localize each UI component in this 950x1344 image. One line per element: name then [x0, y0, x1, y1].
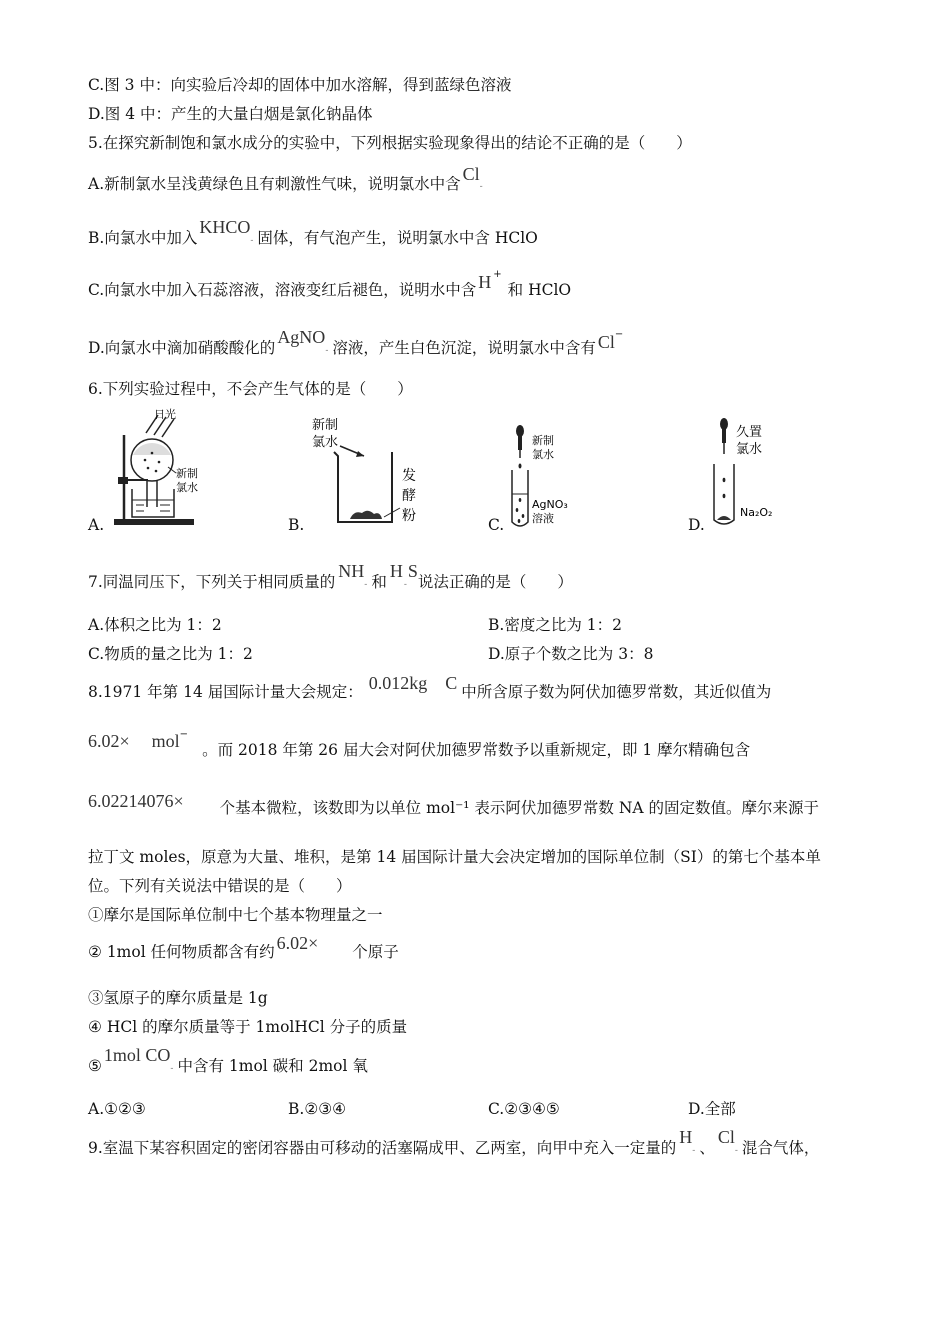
q8-s2-formula: 6.02×: [276, 933, 319, 953]
q6-figure-d: [708, 416, 798, 532]
q5-a-text: A.新制氯水呈浅黄绿色且有刺激性气味，说明氯水中含: [88, 175, 461, 193]
q5-b-formula: KHCO: [199, 217, 251, 237]
q7-formula-s: S: [407, 561, 418, 581]
q6-b-label-5: 粉: [402, 508, 416, 524]
q8-statement-1: ①摩尔是国际单位制中七个基本物理量之一: [88, 906, 383, 924]
q9-text: 9.室温下某容积固定的密闭容器由可移动的活塞隔成甲、乙两室，向甲中充入一定量的: [88, 1139, 677, 1157]
q7-stem-text: 7.同温同压下，下列关于相同质量的: [88, 573, 336, 591]
q8-s5-formula: 1mol CO: [103, 1045, 171, 1065]
q8-statement-3: ③氢原子的摩尔质量是 1g: [88, 989, 268, 1007]
q8-stem-line4: 拉丁文 moles，原意为大量、堆积，是第 14 届国际计量大会决定增加的国际单位制（SI）的第七个基本单: [88, 848, 821, 866]
q6-c-label-2: 氯水: [532, 448, 554, 461]
q8-s5-text: 中含有 1mol 碳和 2mol 氧: [177, 1057, 368, 1075]
q6-c-label-3: AgNO₃: [532, 498, 568, 511]
q6-stem: 6.下列实验过程中，不会产生气体的是（ ）: [88, 380, 413, 398]
q8-text3: 。而 2018 年第 26 届大会对阿伏加德罗常数予以重新规定，即 1 摩尔精确包含: [202, 741, 751, 760]
q8-stem-line1: [88, 673, 772, 703]
q7-stem-text2: 说法正确的是（ ）: [417, 573, 573, 591]
q7-option-b: B.密度之比为 1：2: [488, 616, 622, 634]
q5-d-formula1: AgNO: [277, 327, 326, 348]
q6-a-label-sunlight: 日光: [154, 408, 176, 421]
q8-stem-line2: [88, 729, 751, 761]
q6-a-label-1: 新制: [176, 467, 198, 480]
q7-option-a: A.体积之比为 1：2: [88, 616, 222, 634]
q9-sep: 、: [699, 1139, 715, 1157]
q6-c-label-1: 新制: [532, 434, 554, 447]
q8-formula-c: C: [445, 673, 458, 693]
q9-sub1: -: [692, 1146, 696, 1156]
q8-option-b: B.②③④: [288, 1100, 347, 1118]
q8-s2-text: ② 1mol 任何物质都含有约: [88, 943, 275, 961]
q8-statement-5: [88, 1045, 368, 1080]
q5-d-text2: 溶液，产生白色沉淀，说明氯水中含有: [332, 339, 596, 358]
q6-figure-b: [310, 412, 430, 532]
q6-b-label-1: 新制: [312, 418, 339, 433]
q5-c-formula: H: [478, 272, 492, 293]
q5-b-text2: 固体，有气泡产生，说明氯水中含 HClO: [257, 229, 538, 247]
q8-text4: 个基本微粒，该数即为以单位 mol⁻¹ 表示阿伏加德罗常数 NA 的固定数值。摩尔来源于: [219, 799, 820, 817]
q6-d-label-2: 氯水: [736, 442, 763, 457]
q5-a-sup: -: [479, 182, 483, 192]
q8-stem-line3: [88, 791, 820, 819]
q5-b-sub: -: [250, 236, 254, 246]
q6-b-label-4: 酵: [402, 488, 416, 504]
q7-option-c: C.物质的量之比为 1：2: [88, 645, 253, 663]
q6-figure-a: [110, 405, 220, 530]
q5-d-sup: −: [614, 329, 624, 340]
q7-option-d: D.原子个数之比为 3：8: [488, 645, 654, 663]
q6-b-label-2: 氯水: [312, 435, 339, 450]
q6-c-label-4: 溶液: [532, 512, 554, 525]
q6-d-label-3: Na₂O₂: [740, 506, 773, 519]
q9-formula-h2: H: [679, 1127, 693, 1147]
q9-formula-cl2: Cl: [717, 1127, 735, 1147]
q8-option-d: D.全部: [688, 1100, 736, 1118]
q6-b-label-3: 发: [402, 468, 416, 484]
q7-and: 和: [371, 573, 387, 591]
q9-stem: [88, 1127, 820, 1162]
q8-option-a: A.①②③: [88, 1100, 146, 1118]
q9-sub2: -: [734, 1146, 738, 1156]
q7-sub2: -: [403, 580, 407, 590]
q8-s5-num: ⑤: [88, 1057, 102, 1075]
q6-d-label-1: 久置: [736, 425, 763, 440]
q5-option-c: [88, 269, 572, 301]
q8-text2: 中所含原子数为阿伏加德罗常数，其近似值为: [461, 683, 772, 701]
q5-d-sub: -: [325, 346, 329, 357]
q5-d-formula2: Cl: [597, 332, 615, 353]
q4-option-d: D.图 4 中：产生的大量白烟是氯化钠晶体: [88, 105, 373, 123]
q7-sub1: -: [364, 580, 368, 590]
q8-option-c: C.②③④⑤: [488, 1100, 560, 1118]
q5-c-sup: +: [493, 269, 502, 280]
q8-stem-line5: 位。下列有关说法中错误的是（ ）: [88, 877, 352, 895]
q8-formula-mol: mol: [151, 731, 180, 752]
q8-formula-mass: 0.012kg: [368, 673, 428, 693]
q4-option-c: C.图 3 中：向实验后冷却的固体中加水溶解，得到蓝绿色溶液: [88, 76, 512, 94]
q7-stem: [88, 561, 573, 596]
q8-statement-4: ④ HCl 的摩尔质量等于 1molHCl 分子的质量: [88, 1018, 408, 1036]
q6-figure-c: [508, 422, 598, 532]
q5-c-text2: 和 HClO: [507, 281, 572, 300]
q8-formula-avogadro: 6.02×: [88, 731, 130, 752]
q8-formula-exact: 6.02214076×: [88, 791, 184, 811]
q8-text1: 8.1971 年第 14 届国际计量大会规定：: [88, 683, 363, 701]
q6-option-b: B.: [288, 516, 305, 534]
q7-formula-nh3: NH: [338, 561, 365, 581]
q5-option-a: [88, 164, 483, 198]
q8-s2-text2: 个原子: [352, 943, 399, 961]
q9-text2: 混合气体，: [741, 1139, 820, 1157]
q8-mol-sup: −: [179, 729, 189, 740]
q6-option-c: C.: [488, 516, 505, 534]
q6-option-d: D.: [688, 516, 705, 534]
q5-a-formula: Cl: [462, 164, 480, 184]
q5-option-d: [88, 327, 624, 362]
q7-formula-h: H: [389, 561, 403, 581]
q6-option-a: A.: [88, 516, 105, 534]
q5-option-b: [88, 217, 538, 252]
q5-d-text: D.向氯水中滴加硝酸酸化的: [88, 339, 276, 358]
q5-b-text: B.向氯水中加入: [88, 229, 198, 247]
q5-stem: 5.在探究新制饱和氯水成分的实验中，下列根据实验现象得出的结论不正确的是（ ）: [88, 134, 692, 152]
q5-c-text: C.向氯水中加入石蕊溶液，溶液变红后褪色，说明水中含: [88, 281, 477, 300]
q6-a-label-2: 氯水: [176, 481, 198, 494]
q8-s5-sub: -: [170, 1064, 174, 1074]
q8-statement-2: [88, 933, 399, 963]
